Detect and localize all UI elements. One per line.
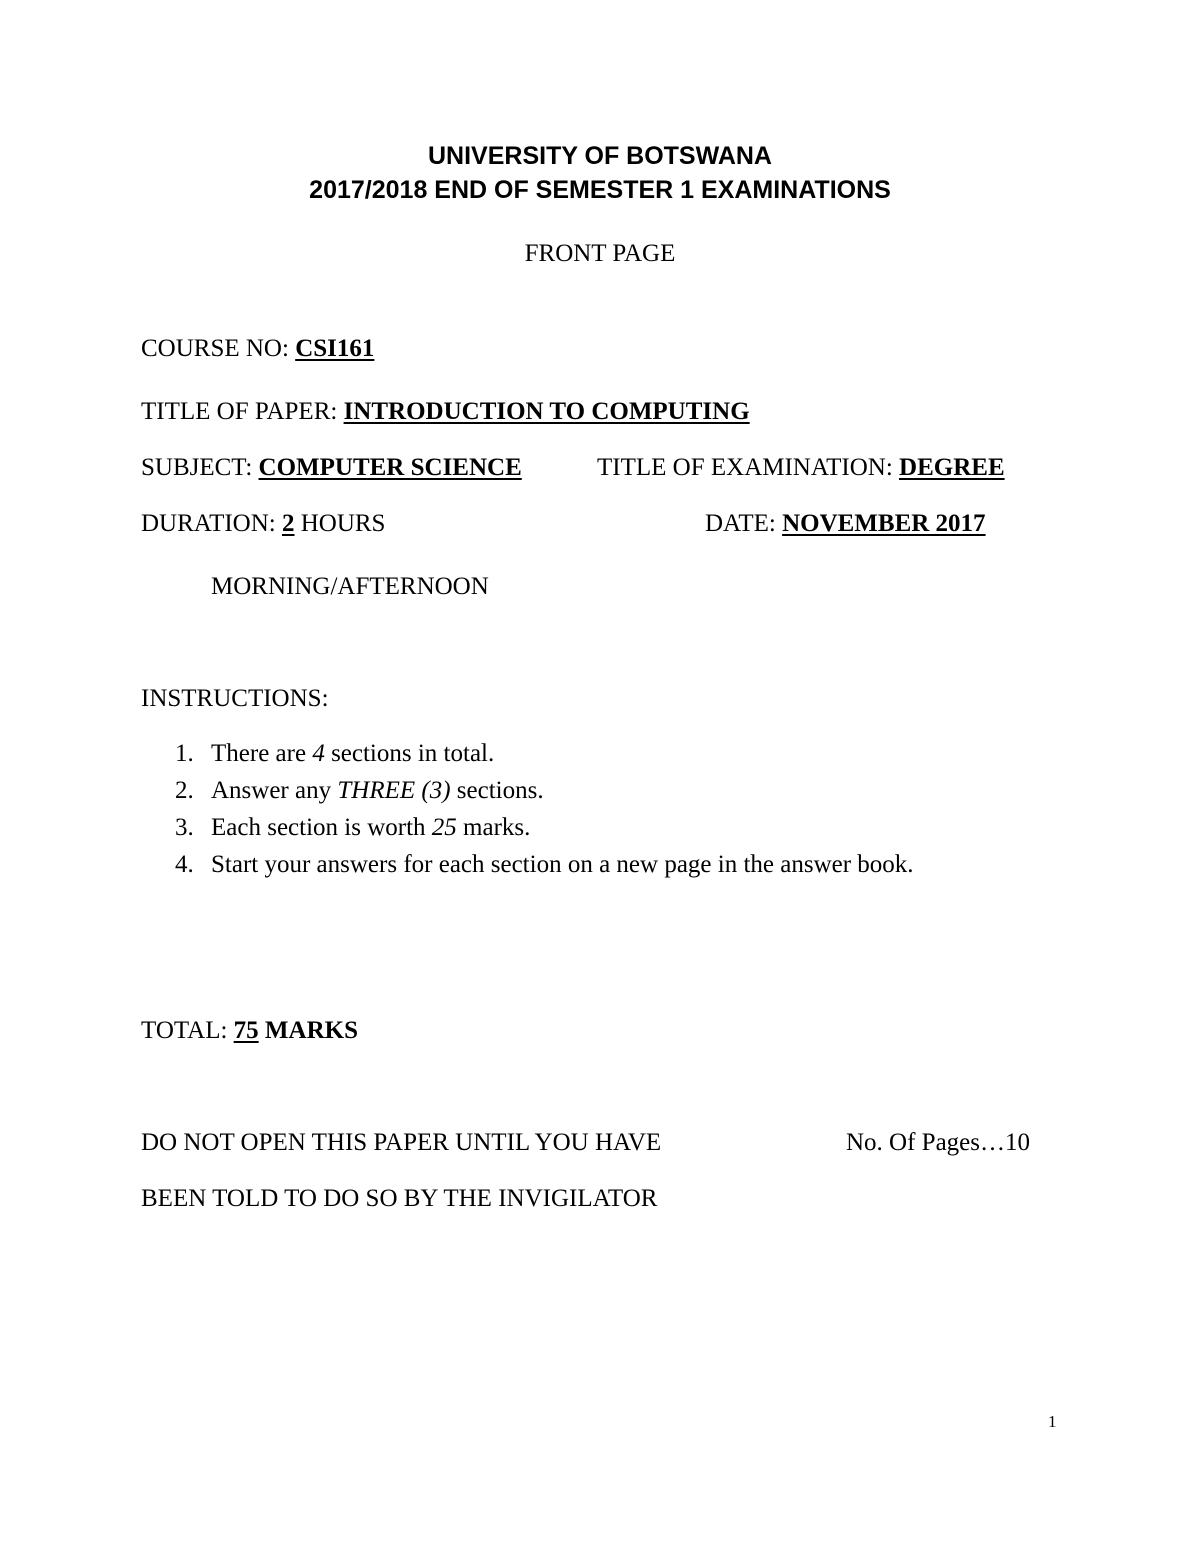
course-no-row bbox=[141, 336, 374, 361]
duration-value: 2 bbox=[281, 510, 295, 537]
instruction-item bbox=[175, 852, 914, 877]
duration-row bbox=[141, 511, 385, 536]
title-label: TITLE OF PAPER: bbox=[141, 398, 344, 425]
instruction-number: 2. bbox=[175, 777, 194, 804]
total-row bbox=[141, 1018, 358, 1043]
total-label: TOTAL: bbox=[141, 1017, 234, 1044]
course-no-label: COURSE NO: bbox=[141, 335, 296, 362]
date-label: DATE: bbox=[705, 510, 783, 537]
exam-title-row bbox=[597, 455, 1005, 480]
instruction-emphasis: 25 bbox=[431, 814, 457, 841]
instruction-text: Start your answers for each section on a new page in the answer book. bbox=[211, 851, 914, 878]
instruction-text: There are bbox=[211, 740, 313, 767]
date-value: NOVEMBER 2017 bbox=[782, 510, 986, 537]
subject-label: SUBJECT: bbox=[141, 454, 259, 481]
instruction-item bbox=[175, 778, 544, 803]
duration-label: DURATION: bbox=[141, 510, 282, 537]
title-value: INTRODUCTION TO COMPUTING bbox=[343, 398, 750, 425]
session-label: MORNING/AFTERNOON bbox=[211, 573, 489, 600]
course-no-value: CSI161 bbox=[295, 335, 375, 362]
exam-session: 2017/2018 END OF SEMESTER 1 EXAMINATIONS bbox=[309, 176, 891, 204]
instruction-emphasis: 4 bbox=[312, 740, 325, 767]
subject-row bbox=[141, 455, 522, 480]
exam-title-label: TITLE OF EXAMINATION: bbox=[597, 454, 900, 481]
date-row bbox=[705, 511, 986, 536]
instruction-text: sections in total. bbox=[324, 740, 495, 767]
instruction-text: sections. bbox=[450, 777, 544, 804]
page-number: 1 bbox=[1048, 1412, 1057, 1431]
instruction-number: 3. bbox=[175, 814, 194, 841]
total-unit: MARKS bbox=[258, 1017, 358, 1044]
subject-value: COMPUTER SCIENCE bbox=[258, 454, 522, 481]
notice-line-1: DO NOT OPEN THIS PAPER UNTIL YOU HAVE bbox=[141, 1129, 662, 1156]
instruction-emphasis: THREE (3) bbox=[337, 777, 451, 804]
total-value: 75 bbox=[233, 1017, 259, 1044]
duration-unit: HOURS bbox=[294, 510, 386, 537]
instruction-item bbox=[175, 815, 530, 840]
instruction-number: 4. bbox=[175, 851, 194, 878]
front-page-label: FRONT PAGE bbox=[524, 240, 676, 267]
notice-line-2: BEEN TOLD TO DO SO BY THE INVIGILATOR bbox=[141, 1185, 658, 1212]
instruction-item bbox=[175, 741, 494, 766]
instruction-text: Each section is worth bbox=[211, 814, 432, 841]
exam-title-value: DEGREE bbox=[899, 454, 1005, 481]
instruction-text: Answer any bbox=[211, 777, 338, 804]
instruction-text: marks. bbox=[456, 814, 531, 841]
instructions-label: INSTRUCTIONS: bbox=[141, 685, 329, 712]
instruction-number: 1. bbox=[175, 740, 194, 767]
university-name: UNIVERSITY OF BOTSWANA bbox=[427, 142, 772, 170]
title-row bbox=[141, 399, 750, 424]
page-count: No. Of Pages…10 bbox=[846, 1129, 1031, 1156]
